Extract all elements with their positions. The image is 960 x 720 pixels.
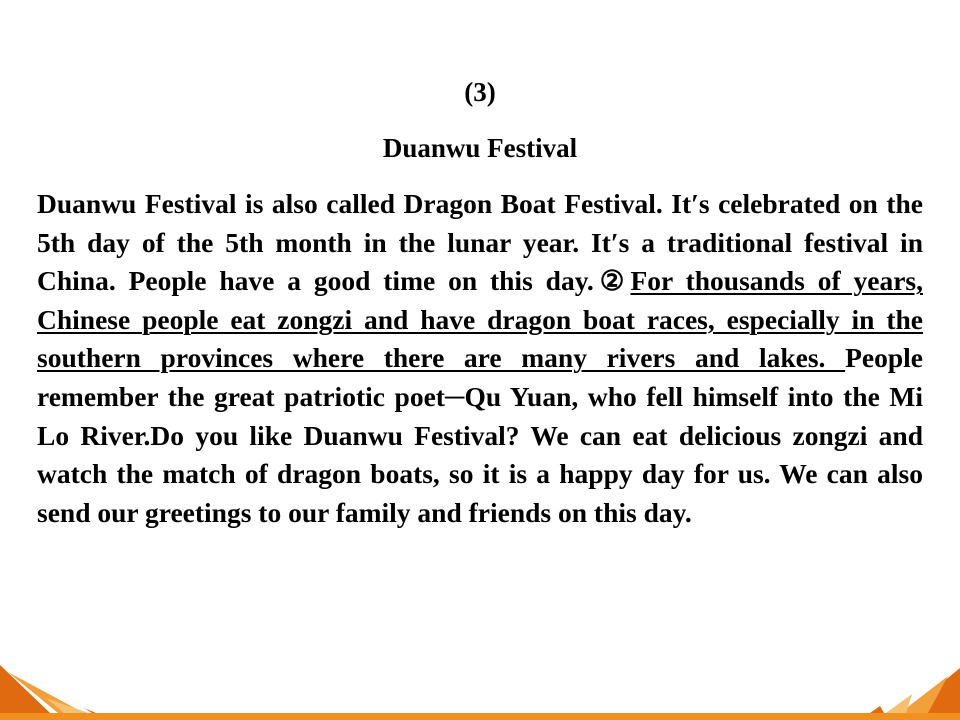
passage-title: Duanwu Festival [382, 133, 578, 163]
footer-left-triangle-tiny [84, 708, 96, 713]
footer-right-triangle-mid [900, 676, 948, 713]
footer-left-triangle-large [0, 665, 50, 713]
underlined-sentence: For thousands of years, Chinese people eat zongzi and have dragon boat races, especially in the southern provinces where there are many rivers and lakes. [37, 265, 923, 374]
section-number: (3) [464, 77, 496, 107]
footer-bar [0, 713, 960, 720]
passage-text-after: People remember the great patriotic poet─Qu Yuan, who fell himself into the Mi Lo River.Do you like Duanwu Festival? We can eat delicious zongzi and watch the match of dragon boats, so it is a happy day for us. We can also send our greetings to our family and friends on this day. [37, 342, 923, 528]
footer-left-triangle-small [46, 698, 88, 713]
footer-right-triangle-large [905, 668, 960, 713]
footer-right-triangle-small [886, 694, 912, 713]
footer-left-triangle-mid [8, 672, 84, 713]
passage-text-before: Duanwu Festival is also called Dragon Boat Festival. It′s celebrated on the 5th day of the 5th month in the lunar year. It′s a traditional festival in China. People have a good time on this day.② [37, 188, 923, 297]
footer-right-triangle-tiny [870, 706, 884, 713]
passage-body [37, 185, 923, 532]
